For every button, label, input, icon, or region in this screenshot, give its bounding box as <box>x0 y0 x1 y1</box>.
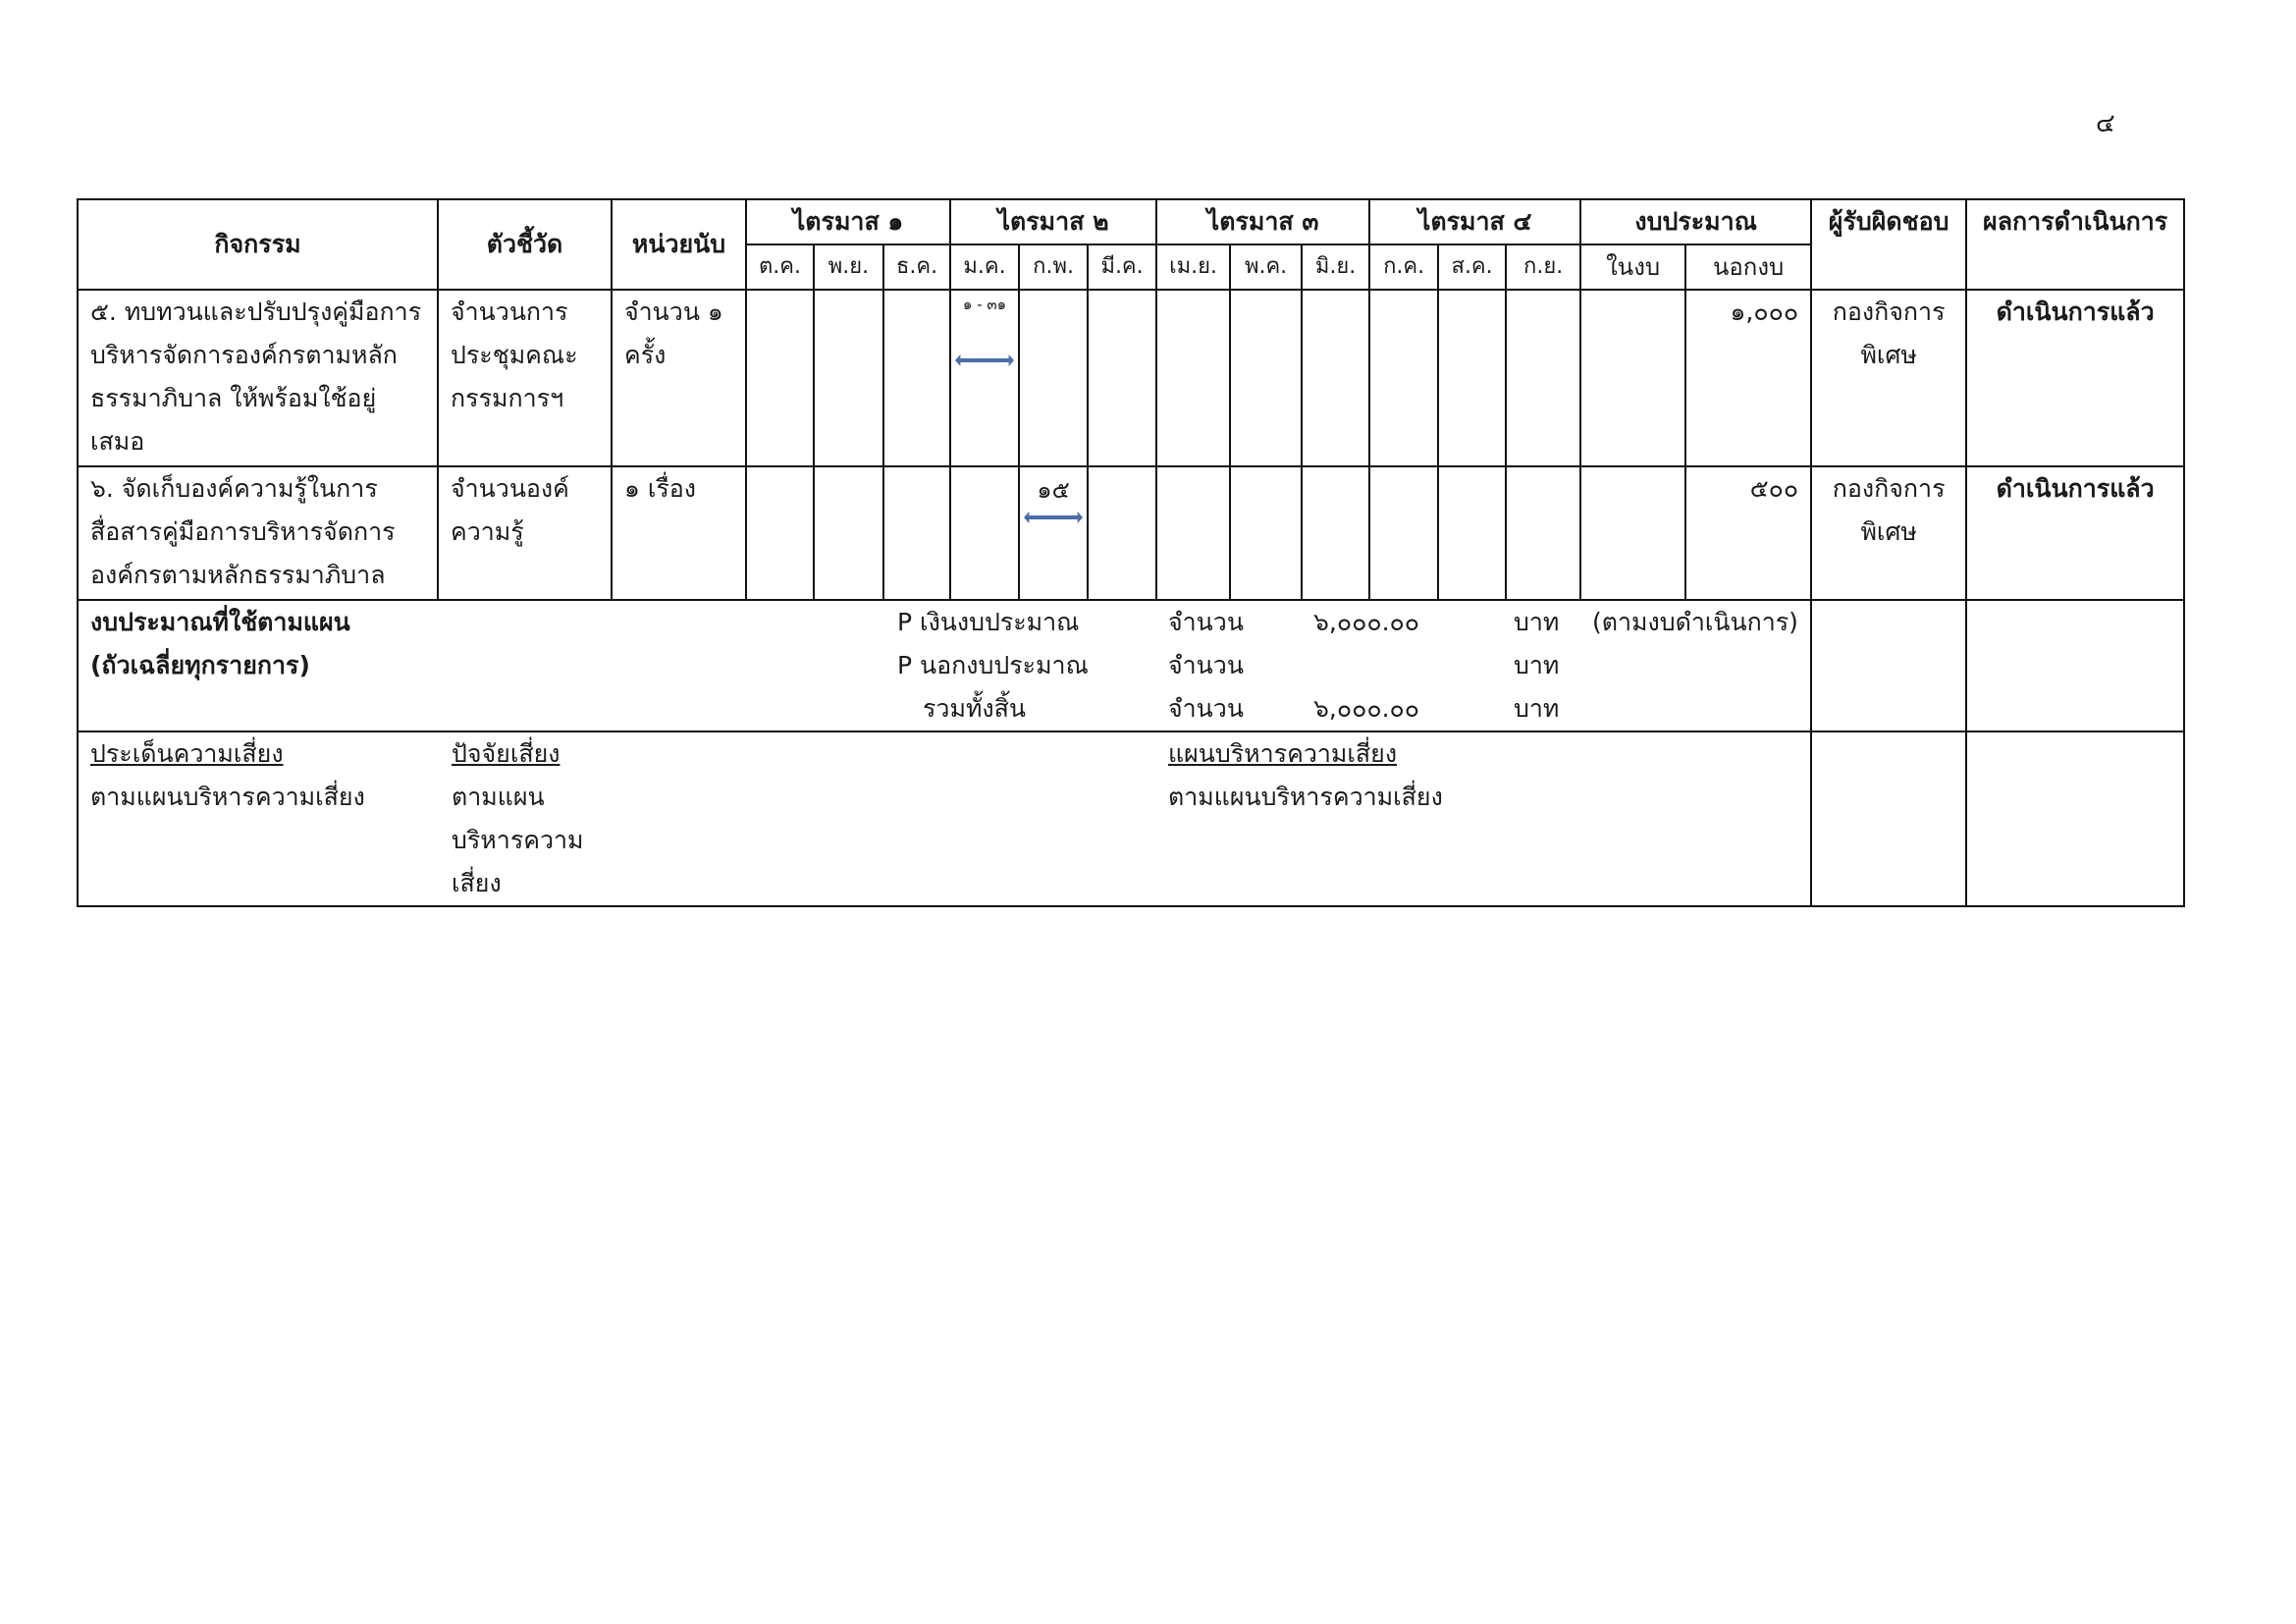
indicator-cell: จำนวนการประชุมคณะกรรมการฯ <box>438 290 612 466</box>
header-row-quarters <box>78 199 2184 244</box>
page-number: ๔ <box>2096 109 2115 138</box>
header-month: ส.ค. <box>1438 244 1506 290</box>
currency-label: บาท <box>1514 651 1560 679</box>
header-month: ก.พ. <box>1019 244 1088 290</box>
header-month: ต.ค. <box>746 244 814 290</box>
month-cell <box>1230 290 1302 466</box>
amount-word: จำนวน <box>1168 608 1244 636</box>
activity-plan-table <box>77 198 2185 907</box>
header-budget-out: นอกงบ <box>1685 244 1811 290</box>
header-quarter-3: ไตรมาส ๓ <box>1156 199 1369 244</box>
activity-cell: ๕. ทบทวนและปรับปรุงคู่มือการบริหารจัดการองค์กรตามหลักธรรมาภิบาล ให้พร้อมใช้อยู่เสมอ <box>78 290 438 466</box>
header-month: พ.ค. <box>1230 244 1302 290</box>
risk-row <box>78 731 2184 906</box>
budget-summary-subtitle: (ถัวเฉลี่ยทุกรายการ) <box>90 651 310 679</box>
month-cell <box>1302 290 1369 466</box>
risk-factor-text: ตามแผนบริหารความเสี่ยง <box>452 783 584 897</box>
month-cell <box>814 290 883 466</box>
header-budget: งบประมาณ <box>1580 199 1811 244</box>
budget-out-cell: ๑,๐๐๐ <box>1685 290 1811 466</box>
month-cell <box>883 466 950 600</box>
budget-in-cell <box>1580 466 1685 600</box>
budget-summary-cell <box>78 600 1811 731</box>
activity-cell: ๖. จัดเก็บองค์ความรู้ในการสื่อสารคู่มือการบริหารจัดการองค์กรตามหลักธรรมาภิบาล <box>78 466 438 600</box>
month-cell <box>746 290 814 466</box>
budget-note: (ตามงบดำเนินการ) <box>1592 608 1798 636</box>
month-cell <box>1369 290 1438 466</box>
risk-plan-text: ตามแผนบริหารความเสี่ยง <box>1168 783 1443 811</box>
month-cell <box>1088 290 1156 466</box>
budget-out-cell: ๕๐๐ <box>1685 466 1811 600</box>
month-cell <box>1302 466 1369 600</box>
currency-label: บาท <box>1514 694 1560 723</box>
header-month: ก.ค. <box>1369 244 1438 290</box>
header-quarter-4: ไตรมาส ๔ <box>1369 199 1580 244</box>
budget-summary-row <box>78 600 2184 731</box>
header-quarter-2: ไตรมาส ๒ <box>950 199 1156 244</box>
month-cell <box>814 466 883 600</box>
header-quarter-1: ไตรมาส ๑ <box>746 199 950 244</box>
risk-cell <box>78 731 1811 906</box>
budget-summary-title: งบประมาณที่ใช้ตามแผน <box>90 608 350 636</box>
indicator-cell: จำนวนองค์ความรู้ <box>438 466 612 600</box>
risk-plan-title: แผนบริหารความเสี่ยง <box>1168 739 1398 768</box>
schedule-date-label: ๑ - ๓๑ <box>962 296 1007 313</box>
schedule-arrow-icon <box>955 353 1014 367</box>
table-row <box>78 466 2184 600</box>
table-row <box>78 290 2184 466</box>
month-cell <box>746 466 814 600</box>
schedule-cell-jan <box>950 290 1019 466</box>
month-cell <box>1156 466 1230 600</box>
month-cell <box>950 466 1019 600</box>
budget-line-label: รวมทั้งสิ้น <box>923 694 1026 723</box>
budget-amount: ๖,๐๐๐.๐๐ <box>1313 608 1420 636</box>
month-cell <box>883 290 950 466</box>
budget-amount: ๖,๐๐๐.๐๐ <box>1313 694 1420 723</box>
month-cell <box>1088 466 1156 600</box>
month-cell <box>1506 466 1580 600</box>
month-cell <box>1438 466 1506 600</box>
risk-issue-text: ตามแผนบริหารความเสี่ยง <box>90 783 365 811</box>
header-month: ก.ย. <box>1506 244 1580 290</box>
header-month: เม.ย. <box>1156 244 1230 290</box>
risk-factor-title: ปัจจัยเสี่ยง <box>452 739 561 768</box>
budget-line-label: P นอกงบประมาณ <box>897 651 1089 679</box>
result-cell <box>1966 600 2184 731</box>
header-month: ธ.ค. <box>883 244 950 290</box>
result-cell <box>1966 731 2184 906</box>
responsible-cell: กองกิจการพิเศษ <box>1811 466 1966 600</box>
month-cell <box>1438 290 1506 466</box>
header-indicator: ตัวชี้วัด <box>438 199 612 290</box>
header-result: ผลการดำเนินการ <box>1966 199 2184 290</box>
unit-cell: ๑ เรื่อง <box>612 466 746 600</box>
header-responsible: ผู้รับผิดชอบ <box>1811 199 1966 290</box>
header-unit: หน่วยนับ <box>612 199 746 290</box>
header-activity: กิจกรรม <box>78 199 438 290</box>
responsible-cell <box>1811 600 1966 731</box>
month-cell <box>1369 466 1438 600</box>
header-month: พ.ย. <box>814 244 883 290</box>
month-cell <box>1506 290 1580 466</box>
risk-issue-title: ประเด็นความเสี่ยง <box>90 739 284 768</box>
budget-line-label: P เงินงบประมาณ <box>897 608 1080 636</box>
header-month: มิ.ย. <box>1302 244 1369 290</box>
result-cell: ดำเนินการแล้ว <box>1966 466 2184 600</box>
responsible-cell: กองกิจการพิเศษ <box>1811 290 1966 466</box>
budget-in-cell <box>1580 290 1685 466</box>
amount-word: จำนวน <box>1168 651 1244 679</box>
schedule-date-label: ๑๕ <box>1037 476 1070 504</box>
amount-word: จำนวน <box>1168 694 1244 723</box>
result-cell: ดำเนินการแล้ว <box>1966 290 2184 466</box>
month-cell <box>1019 290 1088 466</box>
month-cell <box>1156 290 1230 466</box>
header-month: มี.ค. <box>1088 244 1156 290</box>
header-month: ม.ค. <box>950 244 1019 290</box>
unit-cell: จำนวน ๑ ครั้ง <box>612 290 746 466</box>
schedule-arrow-icon <box>1024 511 1083 524</box>
responsible-cell <box>1811 731 1966 906</box>
month-cell <box>1230 466 1302 600</box>
schedule-cell-feb <box>1019 466 1088 600</box>
header-budget-in: ในงบ <box>1580 244 1685 290</box>
currency-label: บาท <box>1514 608 1560 636</box>
